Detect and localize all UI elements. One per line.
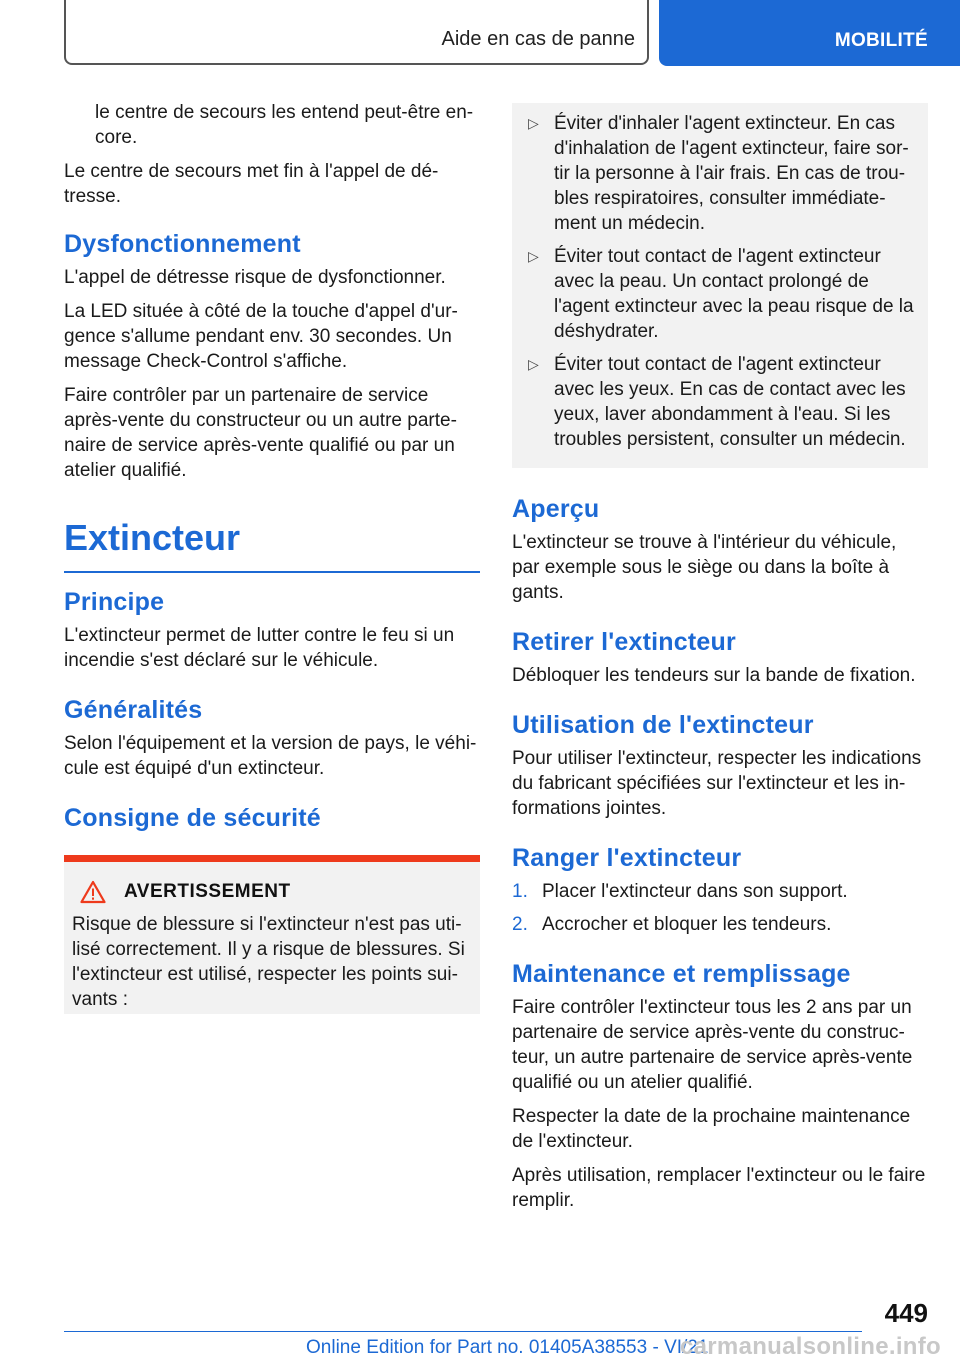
header-section-title: Aide en cas de panne — [441, 28, 635, 50]
footer-edition: Online Edition for Part no. 01405A38553 - VI/21 — [306, 1337, 709, 1358]
step-text: Placer l'extincteur dans son support. — [542, 881, 848, 902]
list-item — [524, 107, 916, 236]
paragraph-use: Pour utiliser l'extincteur, respecter les indications du fabricant spécifiées sur l'extincteur et les in-formations jointes. — [512, 748, 922, 819]
paragraph-malfunction-2: La LED située à côté de la touche d'appel d'ur-gence s'allume pendant env. 30 secondes. Un message Check-Control s'affiche. — [64, 301, 458, 372]
heading-overview: Aperçu — [512, 495, 600, 523]
triangle-right-icon: ▷ — [528, 115, 539, 131]
heading-general: Généralités — [64, 696, 203, 724]
warning-triangle-icon — [80, 880, 106, 904]
heading-safety: Consigne de sécurité — [64, 804, 321, 832]
paragraph-remove: Débloquer les tendeurs sur la bande de fixation. — [512, 665, 916, 686]
triangle-right-icon: ▷ — [528, 356, 539, 372]
watermark: carmanualsonline.info — [680, 1333, 942, 1360]
header-chapter-tab — [659, 0, 960, 66]
paragraph-general: Selon l'équipement et la version de pays, le véhi-cule est équipé d'un extincteur. — [64, 733, 477, 779]
step-number: 1. — [512, 881, 528, 902]
header-chapter-title: MOBILITÉ — [834, 30, 928, 51]
warning-title: AVERTISSEMENT — [124, 881, 291, 902]
step-text: Accrocher et bloquer les tendeurs. — [542, 914, 832, 935]
right-column — [512, 103, 928, 1222]
paragraph-malfunction-3: Faire contrôler par un partenaire de service après-vente du constructeur ou un autre parte-naire de service après-vente qualifié ou par un atelier qualifié. — [64, 385, 457, 481]
heading-use: Utilisation de l'extincteur — [512, 711, 814, 739]
left-column — [64, 100, 480, 1014]
bullet-text: Éviter tout contact de l'agent extincteur avec les yeux. En cas de contact avec les yeux, laver abondamment à l'eau. Si les troubles persistent, consulter un médecin. — [554, 354, 906, 450]
paragraph-maintenance-3: Après utilisation, remplacer l'extincteur ou le faire remplir. — [512, 1165, 926, 1211]
list-item — [524, 244, 916, 344]
heading-extinguisher: Extincteur — [64, 517, 480, 573]
list-item — [512, 879, 928, 904]
triangle-right-icon: ▷ — [528, 248, 539, 264]
warning-box — [64, 855, 480, 1014]
paragraph-malfunction-1: L'appel de détresse risque de dysfonctionner. — [64, 267, 446, 288]
list-item — [512, 912, 928, 937]
paragraph-end-call: Le centre de secours met fin à l'appel de dé-tresse. — [64, 161, 439, 207]
paragraph-maintenance-1: Faire contrôler l'extincteur tous les 2 ans par un partenaire de service après-vente du construc-teur, un autre partenaire de service après-vente qualifié ou un atelier qualifié. — [512, 997, 913, 1093]
paragraph-overview: L'extincteur se trouve à l'intérieur du véhicule, par exemple sous le siège ou dans la boîte à gants. — [512, 532, 897, 603]
list-item — [524, 352, 916, 452]
paragraph-intro-continued: le centre de secours les entend peut-être en-core. — [95, 102, 474, 148]
paragraph-maintenance-2: Respecter la date de la prochaine maintenance de l'extincteur. — [512, 1106, 911, 1152]
footer-divider — [64, 1331, 862, 1332]
heading-store: Ranger l'extincteur — [512, 844, 742, 872]
page-number: 449 — [884, 1298, 928, 1328]
heading-principle: Principe — [64, 588, 165, 616]
steps-list — [512, 879, 928, 937]
warning-text: Risque de blessure si l'extincteur n'est pas uti-lisé correctement. Il y a risque de blessures. Si l'extincteur est utilisé, respecter les points sui-vants : — [72, 914, 465, 1010]
paragraph-principle: L'extincteur permet de lutter contre le feu si un incendie s'est déclaré sur le véhicule. — [64, 625, 455, 671]
heading-malfunction: Dysfonctionnement — [64, 230, 301, 258]
heading-remove: Retirer l'extincteur — [512, 628, 736, 656]
step-number: 2. — [512, 914, 528, 935]
bullet-text: Éviter d'inhaler l'agent extincteur. En cas d'inhalation de l'agent extincteur, faire sor-tir la personne à l'air frais. En cas de trou-bles respiratoires, consulter immédiate-ment un médecin. — [554, 113, 909, 234]
bullet-text: Éviter tout contact de l'agent extincteur avec la peau. Un contact prolongé de l'agent extincteur avec la peau risque de la déshydrater. — [554, 246, 914, 342]
warning-header — [72, 880, 472, 904]
heading-maintenance: Maintenance et remplissage — [512, 960, 851, 988]
warning-bullet-list — [512, 103, 928, 468]
